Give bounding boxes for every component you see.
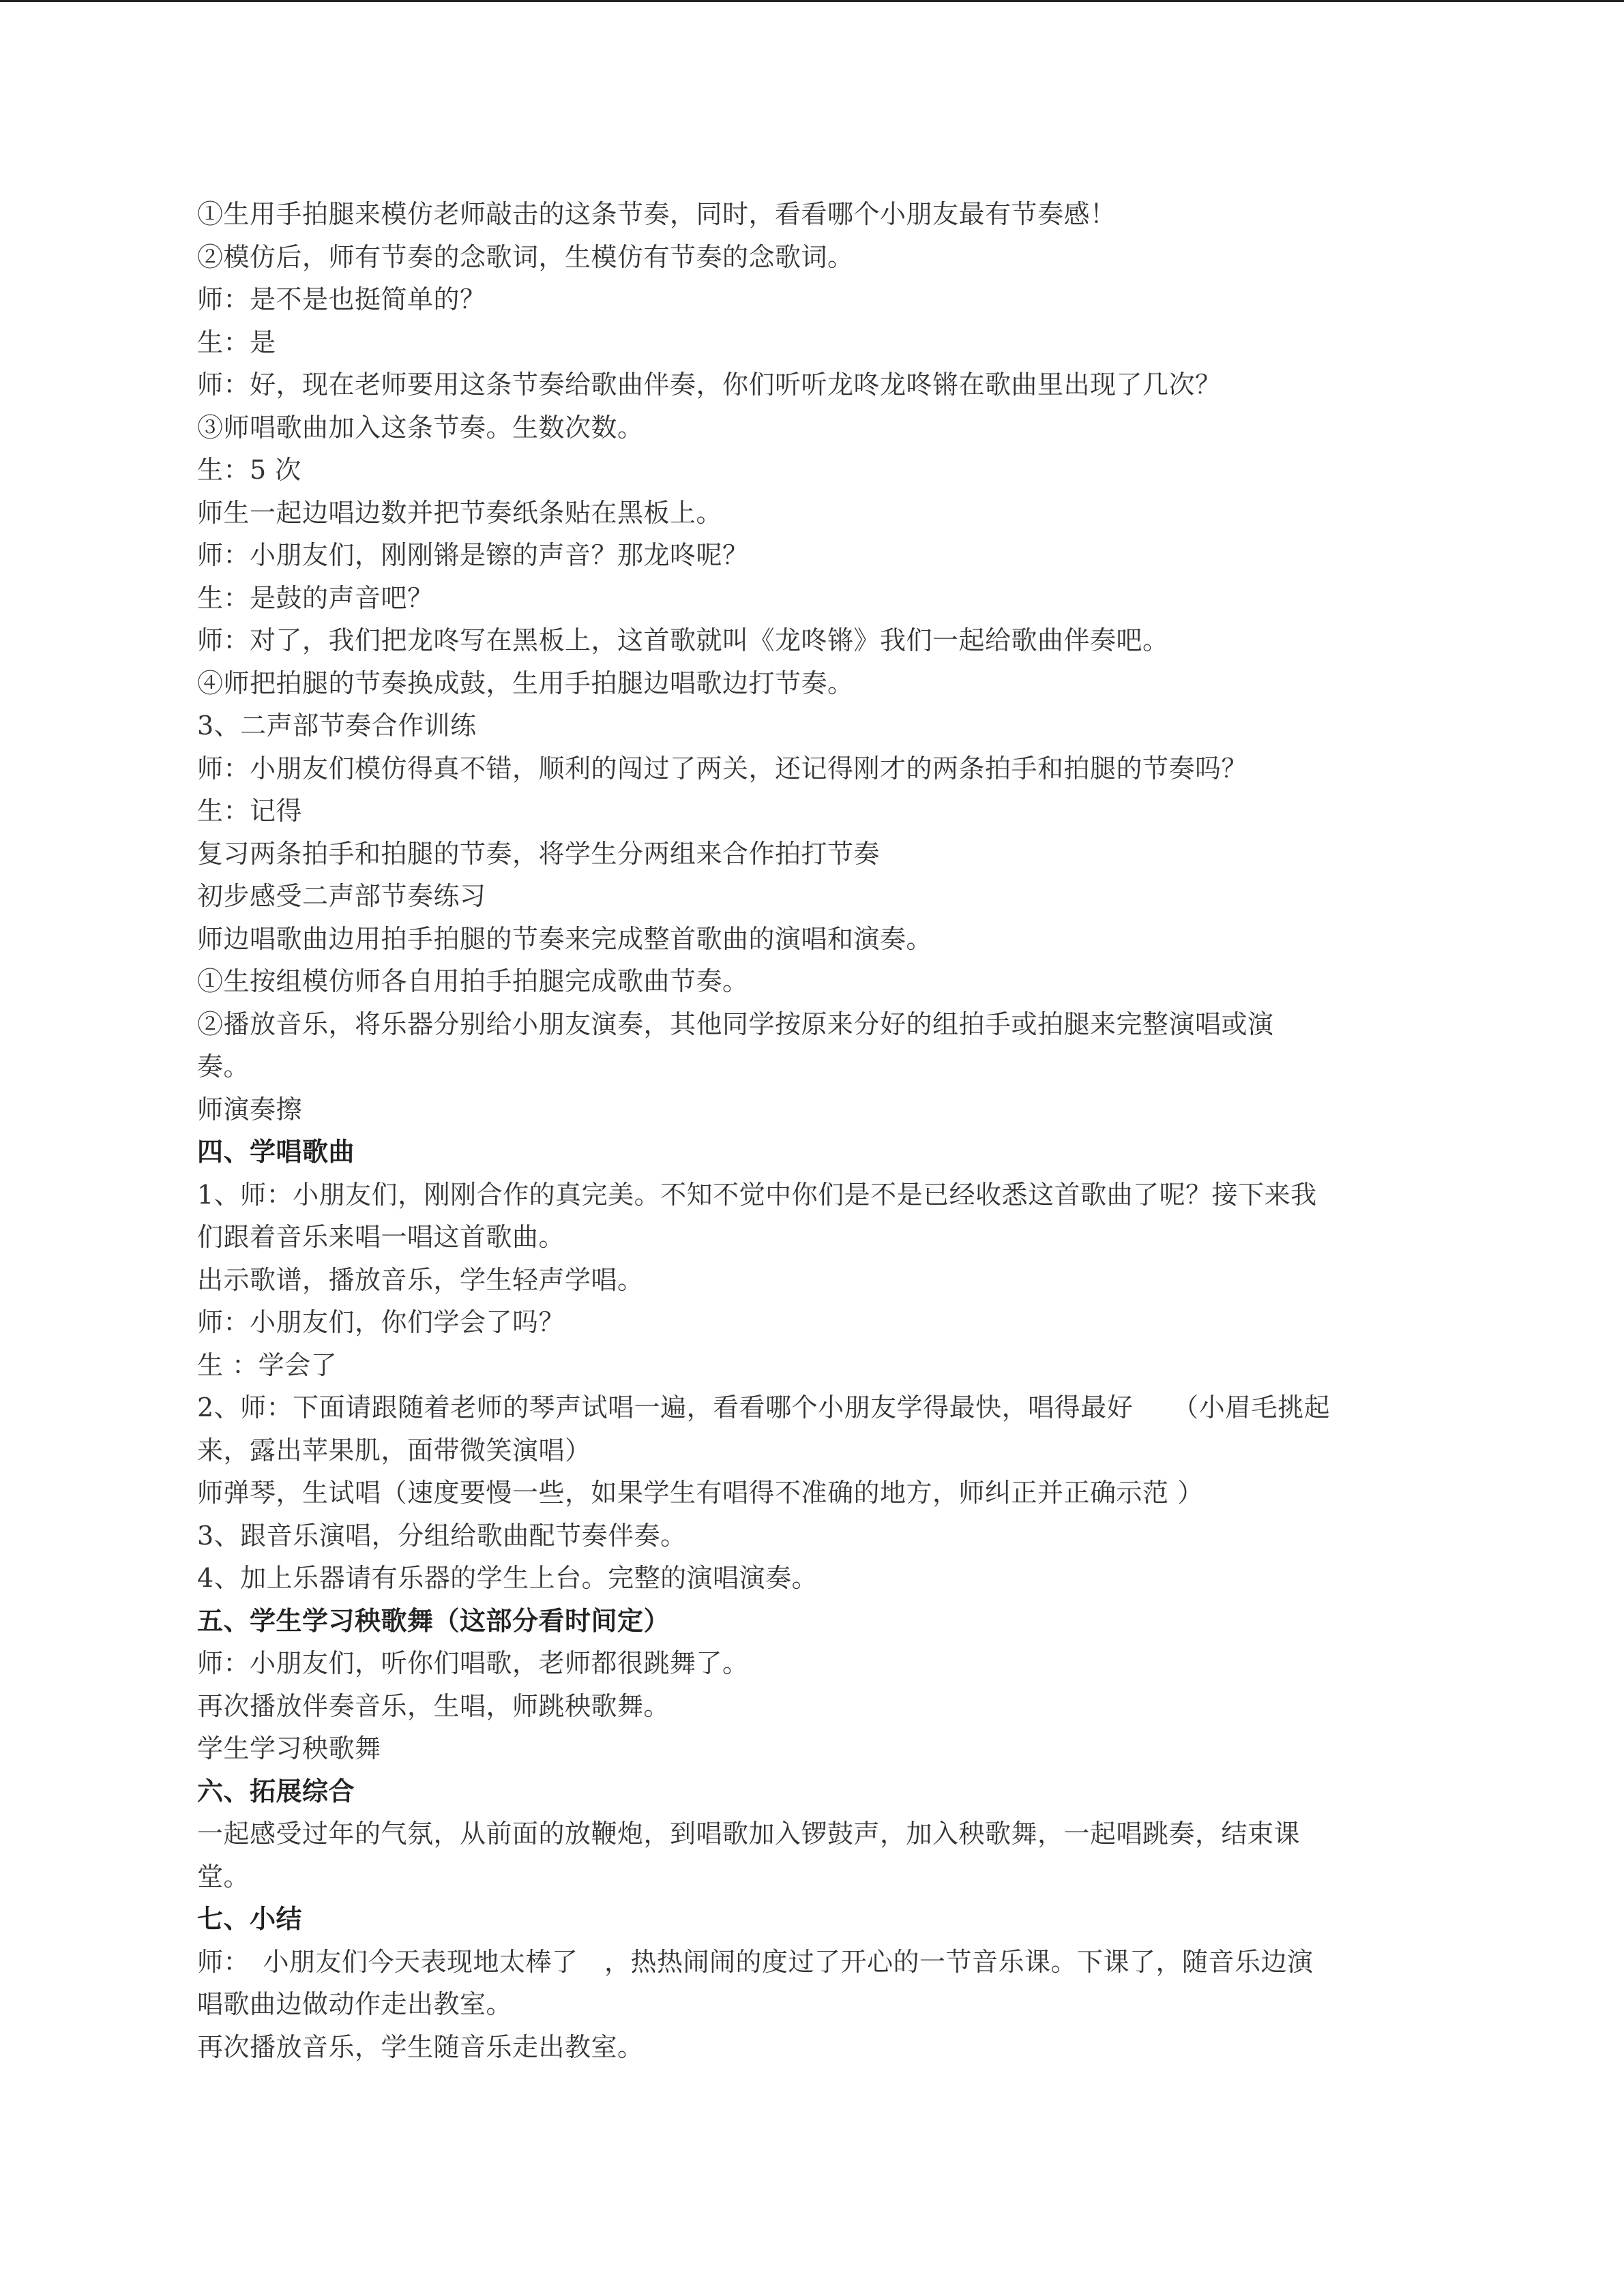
text-line: 出示歌谱，播放音乐，学生轻声学唱。 xyxy=(197,1264,644,1295)
text-line: ②播放音乐，将乐器分别给小朋友演奏，其他同学按原来分好的组拍手或拍腿来完整演唱或演 xyxy=(197,1009,1274,1039)
text-line: 师边唱歌曲边用拍手拍腿的节奏来完成整首歌曲的演唱和演奏。 xyxy=(197,923,933,954)
text-line: 3、二声部节奏合作训练 xyxy=(197,711,477,741)
text-line: 师：小朋友们，听你们唱歌，老师都很跳舞了。 xyxy=(197,1648,749,1678)
text-line: 来，露出苹果肌，面带微笑演唱） xyxy=(197,1435,591,1465)
text-line: 师：是不是也挺简单的？ xyxy=(197,284,486,314)
text-line: 1、师：小朋友们，刚刚合作的真完美。不知不觉中你们是不是已经收悉这首歌曲了呢？接下来我 xyxy=(197,1179,1317,1210)
text-line: 初步感受二声部节奏练习 xyxy=(197,881,486,911)
text-line: 生：5 次 xyxy=(197,455,301,485)
text-line: 生：是鼓的声音吧？ xyxy=(197,582,434,613)
section-heading: 六、拓展综合 xyxy=(197,1775,355,1806)
text-line: 唱歌曲边做动作走出教室。 xyxy=(197,1989,513,2019)
section-heading: 七、小结 xyxy=(197,1903,303,1934)
text-line: ②模仿后，师有节奏的念歌词，生模仿有节奏的念歌词。 xyxy=(197,241,854,272)
text-line: 生：是 xyxy=(197,327,276,357)
text-line: 师： 小朋友们今天表现地太棒了 ，热热闹闹的度过了开心的一节音乐课。下课了，随音乐边演 xyxy=(197,1946,1314,1977)
text-line: 4、加上乐器请有乐器的学生上台。完整的演唱演奏。 xyxy=(197,1563,818,1593)
text-line: 师：小朋友们，刚刚锵是镲的声音？那龙咚呢？ xyxy=(197,540,749,570)
text-line: ①生按组模仿师各自用拍手拍腿完成歌曲节奏。 xyxy=(197,966,749,996)
text-line: 们跟着音乐来唱一唱这首歌曲。 xyxy=(197,1222,565,1252)
section-heading: 四、学唱歌曲 xyxy=(197,1136,355,1167)
text-line: 3、跟音乐演唱，分组给歌曲配节奏伴奏。 xyxy=(197,1520,687,1551)
text-line: 一起感受过年的气氛，从前面的放鞭炮，到唱歌加入锣鼓声，加入秧歌舞，一起唱跳奏，结束课 xyxy=(197,1819,1301,1849)
document-body xyxy=(197,193,1438,2068)
text-line: 再次播放音乐，学生随音乐走出教室。 xyxy=(197,2031,644,2062)
text-line: 师：好，现在老师要用这条节奏给歌曲伴奏，你们听听龙咚龙咚锵在歌曲里出现了几次？ xyxy=(197,370,1222,400)
text-line: 生 ：学会了 xyxy=(197,1350,338,1380)
text-line: ③师唱歌曲加入这条节奏。生数次数。 xyxy=(197,412,644,443)
page-top-border xyxy=(0,0,1624,2)
text-line: 师：对了，我们把龙咚写在黑板上，这首歌就叫《龙咚锵》我们一起给歌曲伴奏吧。 xyxy=(197,625,1169,655)
section-heading: 五、学生学习秧歌舞（这部分看时间定） xyxy=(197,1605,670,1636)
text-line: 师：小朋友们模仿得真不错，顺利的闯过了两关，还记得刚才的两条拍手和拍腿的节奏吗？ xyxy=(197,753,1248,784)
text-line: 学生学习秧歌舞 xyxy=(197,1733,381,1763)
text-line: 师生一起边唱边数并把节奏纸条贴在黑板上。 xyxy=(197,497,723,528)
text-line: 奏。 xyxy=(197,1052,250,1082)
text-line: 复习两条拍手和拍腿的节奏，将学生分两组来合作拍打节奏 xyxy=(197,838,881,869)
text-line: 2、师：下面请跟随着老师的琴声试唱一遍，看看哪个小朋友学得最快，唱得最好 （小眉毛挑起 xyxy=(197,1392,1331,1422)
text-line: ④师把拍腿的节奏换成鼓，生用手拍腿边唱歌边打节奏。 xyxy=(197,668,854,698)
text-line: 再次播放伴奏音乐，生唱，师跳秧歌舞。 xyxy=(197,1690,670,1721)
text-line: 堂。 xyxy=(197,1861,250,1892)
text-line: ①生用手拍腿来模仿老师敲击的这条节奏，同时，看看哪个小朋友最有节奏感！ xyxy=(197,199,1117,229)
text-line: 生：记得 xyxy=(197,796,303,826)
text-line: 师弹琴，生试唱（速度要慢一些，如果学生有唱得不准确的地方，师纠正并正确示范 ） xyxy=(197,1478,1204,1508)
text-line: 师：小朋友们，你们学会了吗？ xyxy=(197,1307,565,1337)
text-line: 师演奏擦 xyxy=(197,1094,303,1124)
